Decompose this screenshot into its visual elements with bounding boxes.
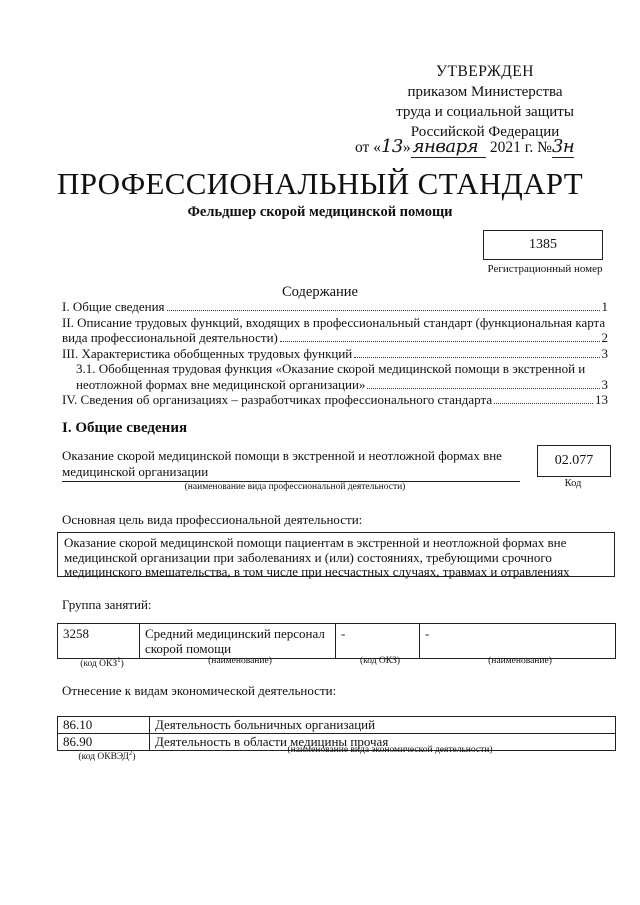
registration-number-box: 1385 (483, 230, 603, 260)
okz-name-caption: (наименование) (208, 656, 272, 666)
goal-line3: медицинского вмешательства, в том числе при несчастных случаях, травмах и отравлениях (64, 564, 570, 579)
toc-item[interactable] (62, 330, 608, 346)
table-row (58, 624, 616, 659)
toc-item[interactable] (62, 346, 608, 362)
toc-item-page: 3 (601, 345, 608, 361)
toc-item-page: 1 (601, 299, 608, 314)
order-year: 2021 г. (489, 139, 534, 156)
approval-block (360, 62, 610, 142)
okz-name2-cell: - (420, 624, 616, 659)
approval-line-2: труда и социальной защиты (396, 104, 574, 120)
order-date-line (355, 136, 615, 157)
okved-code-cell: 86.10 (58, 717, 150, 734)
goal-box (57, 532, 615, 577)
toc-item-text: IV. Сведения об организациях – разработчиках профессионального стандарта (62, 392, 493, 407)
okz-code-cell: 3258 (58, 624, 140, 659)
goal-label: Основная цель вида профессиональной деятельности: (62, 512, 363, 527)
okved-name-caption: (наименование вида экономической деятельности) (287, 745, 493, 755)
okved-code-cell: 86.90 (58, 734, 150, 751)
toc-dots (494, 403, 593, 404)
okz-name-line1: Средний медицинский персонал (145, 626, 325, 641)
order-month: января (411, 136, 486, 158)
toc-item[interactable] (62, 377, 608, 393)
goal-line2: медицинской организации при заболеваниях и (или) состояниях, требующими срочного (64, 549, 552, 565)
toc-item[interactable] (62, 299, 608, 315)
toc-item-page: 3 (601, 376, 608, 392)
document-subtitle: Фельдшер скорой медицинской помощи (187, 204, 453, 220)
toc-item-text: III. Характеристика обобщенных трудовых функций (62, 345, 353, 361)
activity-kind-name (62, 448, 507, 480)
table-of-contents (62, 299, 608, 408)
toc-item-text-line1: II. Описание трудовых функций, входящих в профессиональный стандарт (функциональная карта (62, 314, 606, 330)
economic-activity-label: Отнесение к видам экономической деятельности: (62, 683, 337, 698)
okved-name-cell: Деятельность больничных организаций (150, 717, 616, 734)
toc-dots (354, 357, 599, 358)
toc-heading: Содержание (282, 284, 358, 300)
occupation-group-table (57, 623, 616, 659)
toc-item-text-line1: 3.1. Обобщенная трудовая функция «Оказание скорой медицинской помощи в экстренной и (76, 361, 586, 376)
order-from: от « (355, 139, 381, 156)
document-title: ПРОФЕССИОНАЛЬНЫЙ СТАНДАРТ (57, 166, 583, 201)
okz-name-cell (140, 624, 336, 659)
order-number-sign: № (537, 139, 552, 156)
activity-kind-line2: медицинской организации (62, 464, 209, 479)
okz-code2-caption: (код ОКЗ) (359, 656, 401, 666)
order-number: 3н (551, 136, 575, 157)
order-quote-close: » (402, 139, 411, 156)
activity-kind-caption: (наименование вида профессиональной деятельности) (184, 482, 406, 492)
toc-item-text: I. Общие сведения (62, 299, 165, 314)
okz-code-caption: (код ОКЗ$^1$) (80, 656, 124, 670)
activity-code-caption: Код (564, 478, 582, 489)
toc-dots (280, 341, 600, 342)
activity-kind-line1: Оказание скорой медицинской помощи в экстренной и неотложной формах вне (62, 448, 502, 463)
okz-name-line2: скорой помощи (145, 641, 232, 656)
toc-item-text: вида профессиональной деятельности) (62, 330, 278, 345)
toc-dots (367, 388, 599, 389)
activity-code-box: 02.077 (537, 445, 611, 477)
section-heading: I. Общие сведения (62, 420, 188, 436)
goal-line1: Оказание скорой медицинской помощи пациентам в экстренной и неотложной формах вне (64, 535, 567, 550)
toc-item-text: неотложной формах вне медицинской организации» (76, 376, 366, 392)
toc-item-page: 2 (601, 330, 608, 345)
approval-line-1: приказом Министерства (407, 84, 563, 100)
occupation-group-label: Группа занятий: (62, 597, 152, 612)
order-day: 13 (380, 136, 403, 157)
okved-code-caption: (код ОКВЭД$^2$) (78, 749, 136, 763)
table-row (58, 717, 616, 734)
toc-item-page: 13 (595, 392, 608, 407)
toc-dots (167, 310, 600, 311)
approval-line-3: Российской Федерации (410, 124, 560, 140)
okz-name2-caption: (наименование) (488, 656, 552, 666)
registration-number-label: Регистрационный номер (487, 263, 603, 275)
okz-code2-cell: - (336, 624, 420, 659)
approval-title: УТВЕРЖДЕН (436, 63, 534, 80)
toc-item[interactable] (62, 392, 608, 408)
okved-name-cell: Деятельность в области медицины прочая (150, 734, 616, 751)
